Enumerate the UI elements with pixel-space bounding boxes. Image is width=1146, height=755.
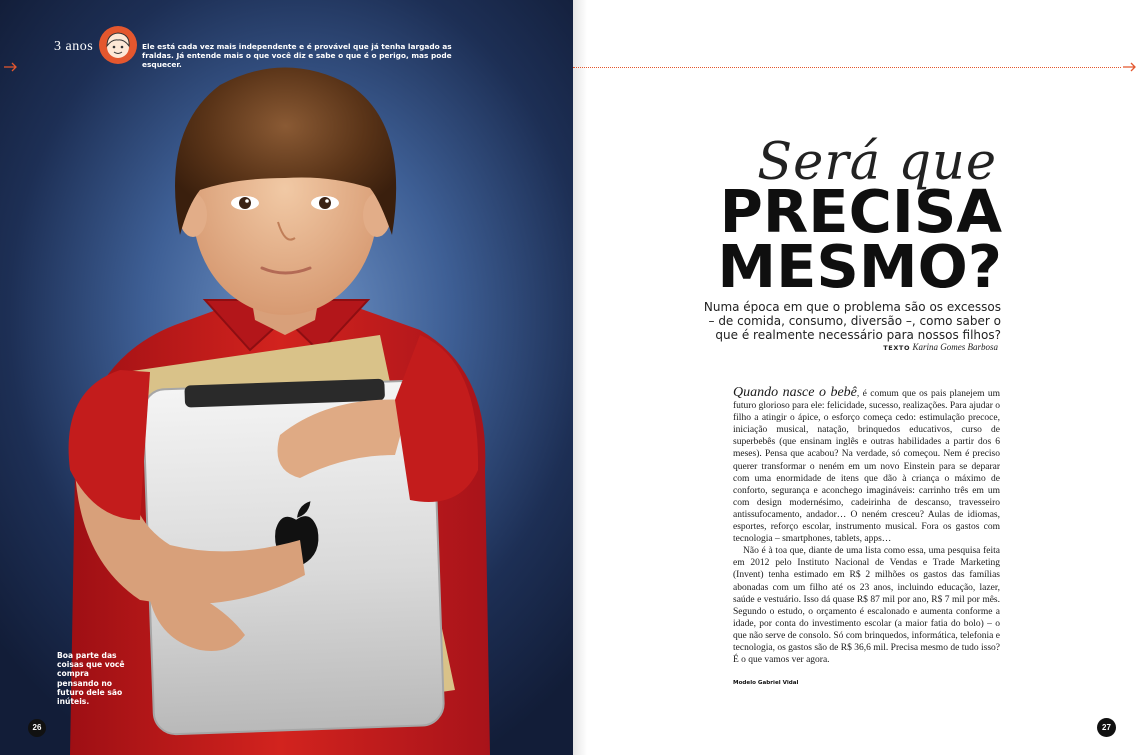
age-label: 3 anos xyxy=(54,39,94,54)
headline-line-2: MESMO? xyxy=(717,232,1002,301)
body-paragraph-1 xyxy=(733,387,1000,545)
headline-kicker: Será que xyxy=(757,133,997,192)
article-dek: Numa época em que o problema são os excessos – de comida, consumo, diversão –, como saber o que é realmente necessário para nossos filhos? xyxy=(703,300,1001,342)
byline xyxy=(883,342,998,352)
byline-label: TEXTO xyxy=(883,344,911,352)
article-body xyxy=(733,387,1000,666)
gutter-shadow xyxy=(573,0,587,755)
arrow-right-icon xyxy=(4,62,18,72)
page-number-left: 26 xyxy=(28,719,46,737)
child-face-icon xyxy=(99,26,137,64)
headline-line-1: PRECISA xyxy=(719,177,1002,246)
photo-credit: Modelo Gabriel Vidal xyxy=(733,680,799,686)
dotted-rule xyxy=(573,67,1121,68)
photo-caption: Boa parte das coisas que você compra pensando no futuro dele são inúteis. xyxy=(57,651,125,707)
arrow-right-icon xyxy=(1123,62,1137,72)
intro-text: Ele está cada vez mais independente e é provável que já tenha largado as fraldas. Já entende mais o que você diz e sabe o que é o perigo, mas pode esquecer. xyxy=(142,42,452,69)
body-paragraph-2: Não é à toa que, diante de uma lista como essa, uma pesquisa feita em 2012 pelo Instituto Nacional de Vendas e Trade Marketing (Invent) tenha estimado em R$ 2 milhões os gastos das famílias abonadas com um filho até os 23 anos, incluindo educação, lazer, saúde e vestuário. Isso dá quase R$ 87 mil por ano, R$ 7 mil por mês. Segundo o estudo, o orçamento é escalonado e aumenta conforme a idade, por conta do investimento escolar (a maior fatia do bolo) – o que não serve de consolo. Só com brinquedos, informática, telefonia e tecnologia, os gastos são de R$ 36,6 mil. Precisa mesmo de tudo isso? É o que vamos ver agora. xyxy=(733,546,1000,666)
right-page xyxy=(573,0,1146,755)
lead-in: Quando nasce o bebê xyxy=(733,385,857,400)
page-number-right: 27 xyxy=(1097,718,1116,737)
paragraph-1-text: , é comum que os pais planejem um futuro glorioso para ele: felicidade, sucesso, realizações. Para ajudar o filho a atingir o ápice, o esforço começa cedo: estimulação precoce, iniciação musical, natação, brinquedos educativos, curso de superbebês (que ensinam inglês e outras habilidades a partir dos 6 meses). Pensa que acabou? Na verdade, só começou. Nem é preciso querer transformar o neném em um novo Einstein para se deparar com uma enormidade de itens que dão à criança o máximo de conforto, segurança e aconchego imagináveis: carrinho três em um com design modernésimo, cadeirinha de descanso, travesseiro antissufocamento, andador… O neném cresceu? Aulas de idiomas, esportes, reforço escolar, instrumento musical. Fora os gastos com tecnologia – smartphones, tablets, apps… xyxy=(733,389,1000,545)
byline-author: Karina Gomes Barbosa xyxy=(912,342,998,352)
